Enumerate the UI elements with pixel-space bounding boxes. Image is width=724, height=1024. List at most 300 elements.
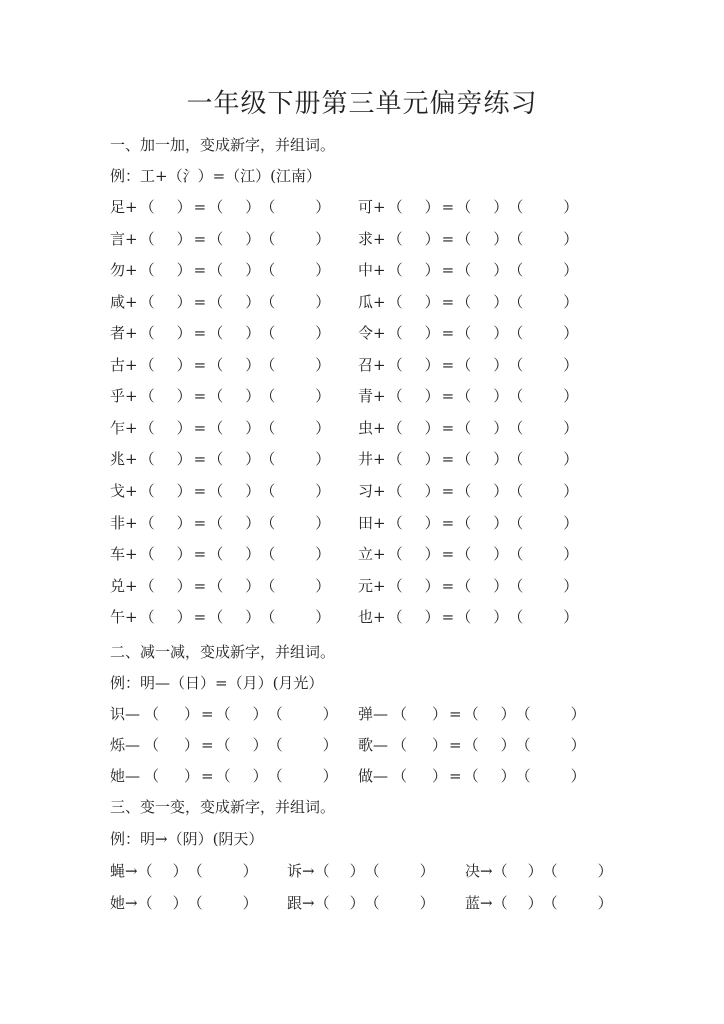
symbol-open: （	[456, 324, 472, 343]
symbol-eq: =	[441, 513, 455, 532]
exercise-char: 她	[110, 767, 126, 785]
exercise-row	[358, 356, 578, 374]
symbol-open: （	[456, 198, 472, 216]
exercise-char: 蝇	[110, 862, 126, 880]
symbol-close: ）	[563, 387, 579, 406]
symbol-close: ）	[322, 767, 338, 785]
exercise-row	[287, 862, 435, 880]
symbol-plus: +	[125, 418, 138, 437]
exercise-char: 咸	[110, 292, 126, 311]
symbol-open: （	[139, 450, 155, 469]
symbol-close: ）	[563, 261, 579, 280]
symbol-open: （	[463, 705, 479, 723]
symbol-open: （	[364, 894, 380, 912]
exercise-row	[110, 419, 330, 437]
symbol-eq: =	[441, 481, 455, 500]
symbol-open: （	[208, 418, 224, 437]
symbol-plus: +	[125, 545, 138, 564]
exercise-char: 立	[358, 545, 374, 564]
symbol-plus: +	[373, 387, 386, 406]
symbol-open: （	[260, 450, 276, 469]
symbol-open: （	[208, 545, 224, 564]
symbol-close: ）	[252, 736, 268, 754]
symbol-close: ）	[424, 387, 440, 406]
symbol-open: （	[208, 198, 224, 216]
exercise-row	[358, 261, 578, 279]
symbol-open: （	[387, 387, 403, 406]
symbol-close: ）	[493, 418, 509, 437]
symbol-close: ）	[176, 261, 192, 280]
symbol-plus: +	[125, 198, 138, 216]
exercise-char: 弹	[358, 705, 374, 723]
symbol-open: （	[387, 418, 403, 437]
symbol-close: ）	[245, 355, 261, 374]
symbol-open: （	[392, 705, 408, 723]
symbol-eq: =	[193, 324, 207, 343]
symbol-open: （	[387, 450, 403, 469]
symbol-close: ）	[563, 576, 579, 595]
symbol-close: ）	[493, 513, 509, 532]
symbol-open: （	[456, 545, 472, 564]
symbol-arrow: →	[125, 862, 138, 880]
exercise-row	[110, 545, 330, 563]
symbol-eq: =	[201, 767, 214, 785]
symbol-open: （	[463, 736, 479, 754]
symbol-eq: =	[441, 576, 455, 595]
symbol-eq: =	[193, 292, 207, 311]
symbol-open: （	[139, 355, 155, 374]
symbol-plus: +	[125, 387, 138, 406]
symbol-close: ）	[493, 261, 509, 280]
symbol-plus: +	[373, 261, 386, 280]
symbol-close: ）	[176, 450, 192, 469]
symbol-plus: +	[125, 513, 138, 532]
section2-heading: 二、减一减，变成新字，并组词。	[110, 643, 336, 661]
symbol-close: ）	[242, 862, 258, 880]
symbol-close: ）	[315, 198, 331, 216]
symbol-close: ）	[176, 387, 192, 406]
exercise-char: 戈	[110, 481, 126, 500]
symbol-open: （	[260, 576, 276, 595]
symbol-close: ）	[563, 292, 579, 311]
symbol-minus: —	[373, 736, 389, 754]
symbol-plus: +	[373, 355, 386, 374]
symbol-close: ）	[315, 513, 331, 532]
exercise-char: 识	[110, 705, 126, 723]
symbol-arrow: →	[480, 894, 493, 912]
symbol-close: ）	[597, 862, 613, 880]
symbol-minus: —	[125, 767, 141, 785]
exercise-row	[358, 577, 578, 595]
symbol-open: （	[215, 767, 231, 785]
symbol-plus: +	[373, 292, 386, 311]
symbol-eq: =	[201, 705, 214, 723]
symbol-close: ）	[176, 545, 192, 564]
exercise-char: 田	[358, 513, 374, 532]
symbol-open: （	[260, 229, 276, 248]
exercise-row	[110, 736, 338, 754]
exercise-char: 青	[358, 387, 374, 406]
symbol-close: ）	[563, 545, 579, 564]
symbol-close: ）	[563, 513, 579, 532]
symbol-close: ）	[424, 545, 440, 564]
symbol-eq: =	[441, 261, 455, 280]
exercise-char: 足	[110, 198, 126, 216]
exercise-char: 者	[110, 324, 126, 343]
symbol-open: （	[208, 513, 224, 532]
symbol-close: ）	[424, 229, 440, 248]
exercise-row	[110, 293, 330, 311]
symbol-close: ）	[493, 481, 509, 500]
symbol-open: （	[387, 198, 403, 216]
exercise-row	[358, 736, 586, 754]
section1-heading: 一、加一加，变成新字，并组词。	[110, 136, 336, 154]
symbol-close: ）	[432, 767, 448, 785]
symbol-eq: =	[441, 198, 455, 216]
exercise-row	[358, 230, 578, 248]
symbol-close: ）	[315, 608, 331, 627]
symbol-close: ）	[424, 513, 440, 532]
symbol-open: （	[139, 481, 155, 500]
symbol-minus: —	[373, 705, 389, 723]
symbol-open: （	[267, 736, 283, 754]
exercise-char: 中	[358, 261, 374, 280]
symbol-open: （	[456, 355, 472, 374]
symbol-close: ）	[527, 862, 543, 880]
symbol-open: （	[260, 198, 276, 216]
symbol-open: （	[144, 705, 160, 723]
symbol-minus: —	[125, 705, 141, 723]
symbol-open: （	[508, 481, 524, 500]
exercise-char: 可	[358, 198, 374, 216]
page-title: 一年级下册第三单元偏旁练习	[186, 89, 538, 119]
symbol-open: （	[139, 418, 155, 437]
exercise-row	[110, 450, 330, 468]
symbol-close: ）	[245, 229, 261, 248]
symbol-eq: =	[441, 387, 455, 406]
exercise-row	[110, 324, 330, 342]
symbol-close: ）	[315, 355, 331, 374]
symbol-eq: =	[193, 261, 207, 280]
symbol-open: （	[144, 767, 160, 785]
exercise-row	[110, 608, 330, 626]
exercise-char: 车	[110, 545, 126, 564]
symbol-close: ）	[563, 418, 579, 437]
symbol-close: ）	[424, 450, 440, 469]
symbol-eq: =	[441, 292, 455, 311]
symbol-open: （	[314, 862, 330, 880]
symbol-plus: +	[125, 608, 138, 627]
symbol-eq: =	[193, 355, 207, 374]
symbol-open: （	[508, 355, 524, 374]
symbol-open: （	[215, 705, 231, 723]
symbol-open: （	[260, 387, 276, 406]
symbol-close: ）	[252, 767, 268, 785]
symbol-close: ）	[315, 450, 331, 469]
symbol-close: ）	[432, 736, 448, 754]
symbol-open: （	[387, 513, 403, 532]
symbol-close: ）	[315, 418, 331, 437]
symbol-eq: =	[441, 355, 455, 374]
symbol-close: ）	[315, 481, 331, 500]
symbol-close: ）	[176, 229, 192, 248]
symbol-eq: =	[441, 324, 455, 343]
exercise-char: 求	[358, 229, 374, 248]
symbol-plus: +	[373, 608, 386, 627]
symbol-open: （	[208, 387, 224, 406]
exercise-char: 乎	[110, 387, 126, 406]
symbol-close: ）	[252, 705, 268, 723]
symbol-open: （	[208, 261, 224, 280]
symbol-eq: =	[449, 736, 462, 754]
symbol-plus: +	[373, 545, 386, 564]
exercise-row	[110, 862, 258, 880]
exercise-row	[358, 545, 578, 563]
symbol-close: ）	[424, 418, 440, 437]
exercise-char: 兑	[110, 576, 126, 595]
symbol-open: （	[208, 576, 224, 595]
symbol-close: ）	[245, 292, 261, 311]
exercise-char: 决	[465, 862, 481, 880]
symbol-close: ）	[493, 450, 509, 469]
symbol-plus: +	[373, 576, 386, 595]
exercise-char: 诉	[287, 862, 303, 880]
symbol-open: （	[508, 261, 524, 280]
symbol-open: （	[456, 608, 472, 627]
symbol-close: ）	[245, 418, 261, 437]
exercise-row	[358, 324, 578, 342]
symbol-open: （	[139, 513, 155, 532]
symbol-open: （	[267, 767, 283, 785]
symbol-close: ）	[493, 608, 509, 627]
symbol-plus: +	[125, 229, 138, 248]
symbol-open: （	[364, 862, 380, 880]
symbol-open: （	[187, 862, 203, 880]
symbol-close: ）	[493, 324, 509, 343]
symbol-open: （	[139, 324, 155, 343]
exercise-row	[110, 767, 338, 785]
symbol-close: ）	[570, 736, 586, 754]
symbol-open: （	[542, 894, 558, 912]
symbol-open: （	[139, 576, 155, 595]
symbol-open: （	[139, 292, 155, 311]
symbol-close: ）	[322, 705, 338, 723]
exercise-char: 非	[110, 513, 126, 532]
exercise-row	[287, 894, 435, 912]
symbol-open: （	[392, 736, 408, 754]
symbol-open: （	[387, 261, 403, 280]
symbol-close: ）	[563, 198, 579, 216]
symbol-eq: =	[441, 450, 455, 469]
exercise-char: 瓜	[358, 292, 374, 311]
symbol-open: （	[387, 576, 403, 595]
symbol-plus: +	[125, 450, 138, 469]
symbol-open: （	[208, 481, 224, 500]
symbol-close: ）	[563, 450, 579, 469]
symbol-eq: =	[193, 387, 207, 406]
exercise-char: 古	[110, 355, 126, 374]
exercise-row	[110, 261, 330, 279]
symbol-open: （	[492, 862, 508, 880]
symbol-close: ）	[315, 545, 331, 564]
symbol-close: ）	[245, 608, 261, 627]
symbol-open: （	[542, 862, 558, 880]
symbol-open: （	[463, 767, 479, 785]
symbol-open: （	[508, 324, 524, 343]
exercise-char: 做	[358, 767, 374, 785]
symbol-open: （	[392, 767, 408, 785]
symbol-plus: +	[125, 481, 138, 500]
symbol-open: （	[139, 608, 155, 627]
symbol-minus: —	[373, 767, 389, 785]
symbol-close: ）	[315, 576, 331, 595]
exercise-char: 她	[110, 894, 126, 912]
symbol-close: ）	[184, 705, 200, 723]
symbol-open: （	[260, 481, 276, 500]
symbol-open: （	[456, 229, 472, 248]
symbol-close: ）	[245, 387, 261, 406]
exercise-char: 元	[358, 576, 374, 595]
symbol-plus: +	[125, 324, 138, 343]
exercise-row	[110, 356, 330, 374]
symbol-open: （	[456, 261, 472, 280]
symbol-close: ）	[432, 705, 448, 723]
symbol-close: ）	[245, 545, 261, 564]
symbol-eq: =	[193, 481, 207, 500]
symbol-open: （	[508, 292, 524, 311]
symbol-close: ）	[315, 261, 331, 280]
symbol-close: ）	[176, 198, 192, 216]
exercise-row	[110, 482, 330, 500]
symbol-plus: +	[125, 261, 138, 280]
symbol-close: ）	[176, 324, 192, 343]
symbol-open: （	[508, 576, 524, 595]
exercise-char: 言	[110, 229, 126, 248]
exercise-char: 乍	[110, 418, 126, 437]
symbol-eq: =	[441, 418, 455, 437]
section3-heading: 三、变一变，变成新字，并组词。	[110, 798, 336, 816]
exercise-row	[358, 514, 578, 532]
symbol-close: ）	[493, 355, 509, 374]
symbol-close: ）	[419, 862, 435, 880]
symbol-close: ）	[245, 198, 261, 216]
symbol-open: （	[260, 418, 276, 437]
symbol-close: ）	[349, 894, 365, 912]
symbol-close: ）	[242, 894, 258, 912]
symbol-eq: =	[193, 198, 207, 216]
symbol-plus: +	[125, 292, 138, 311]
symbol-open: （	[515, 736, 531, 754]
exercise-char: 井	[358, 450, 374, 469]
exercise-char: 令	[358, 324, 374, 343]
symbol-close: ）	[493, 545, 509, 564]
exercise-char: 习	[358, 481, 374, 500]
symbol-open: （	[492, 894, 508, 912]
symbol-eq: =	[449, 767, 462, 785]
symbol-close: ）	[424, 198, 440, 216]
symbol-open: （	[508, 545, 524, 564]
symbol-close: ）	[527, 894, 543, 912]
symbol-open: （	[508, 198, 524, 216]
symbol-eq: =	[193, 545, 207, 564]
section3-example: 例：明→（阴）(阴天）	[110, 830, 264, 848]
exercise-row	[358, 608, 578, 626]
exercise-char: 虫	[358, 418, 374, 437]
symbol-open: （	[144, 736, 160, 754]
symbol-open: （	[260, 545, 276, 564]
symbol-open: （	[508, 450, 524, 469]
symbol-eq: =	[441, 545, 455, 564]
exercise-char: 跟	[287, 894, 303, 912]
symbol-open: （	[456, 481, 472, 500]
exercise-row	[358, 387, 578, 405]
symbol-close: ）	[500, 736, 516, 754]
symbol-close: ）	[245, 576, 261, 595]
symbol-close: ）	[315, 387, 331, 406]
symbol-plus: +	[125, 355, 138, 374]
symbol-close: ）	[176, 292, 192, 311]
symbol-eq: =	[193, 450, 207, 469]
symbol-open: （	[387, 481, 403, 500]
section1-example: 例：工+（氵）=（江）(江南）	[110, 167, 321, 185]
symbol-close: ）	[493, 229, 509, 248]
symbol-close: ）	[176, 608, 192, 627]
symbol-close: ）	[172, 894, 188, 912]
exercise-row	[110, 230, 330, 248]
symbol-eq: =	[193, 576, 207, 595]
symbol-eq: =	[193, 229, 207, 248]
symbol-close: ）	[597, 894, 613, 912]
symbol-plus: +	[125, 576, 138, 595]
symbol-open: （	[208, 608, 224, 627]
symbol-open: （	[508, 608, 524, 627]
symbol-open: （	[208, 450, 224, 469]
symbol-close: ）	[424, 608, 440, 627]
symbol-open: （	[139, 198, 155, 216]
symbol-close: ）	[563, 608, 579, 627]
symbol-close: ）	[176, 418, 192, 437]
symbol-close: ）	[322, 736, 338, 754]
symbol-close: ）	[563, 324, 579, 343]
symbol-eq: =	[449, 705, 462, 723]
exercise-char: 勿	[110, 261, 126, 280]
symbol-open: （	[456, 387, 472, 406]
symbol-eq: =	[193, 608, 207, 627]
symbol-open: （	[260, 513, 276, 532]
symbol-open: （	[515, 767, 531, 785]
symbol-eq: =	[201, 736, 214, 754]
exercise-char: 也	[358, 608, 374, 627]
symbol-close: ）	[176, 481, 192, 500]
symbol-open: （	[260, 261, 276, 280]
exercise-row	[358, 450, 578, 468]
exercise-row	[358, 293, 578, 311]
symbol-close: ）	[184, 736, 200, 754]
symbol-open: （	[515, 705, 531, 723]
exercise-row	[465, 894, 613, 912]
symbol-open: （	[387, 355, 403, 374]
symbol-close: ）	[493, 387, 509, 406]
symbol-plus: +	[373, 450, 386, 469]
symbol-open: （	[456, 450, 472, 469]
symbol-plus: +	[373, 198, 386, 216]
symbol-plus: +	[373, 481, 386, 500]
symbol-close: ）	[424, 261, 440, 280]
exercise-row	[358, 482, 578, 500]
symbol-close: ）	[349, 862, 365, 880]
symbol-open: （	[387, 545, 403, 564]
exercise-char: 烁	[110, 736, 126, 754]
